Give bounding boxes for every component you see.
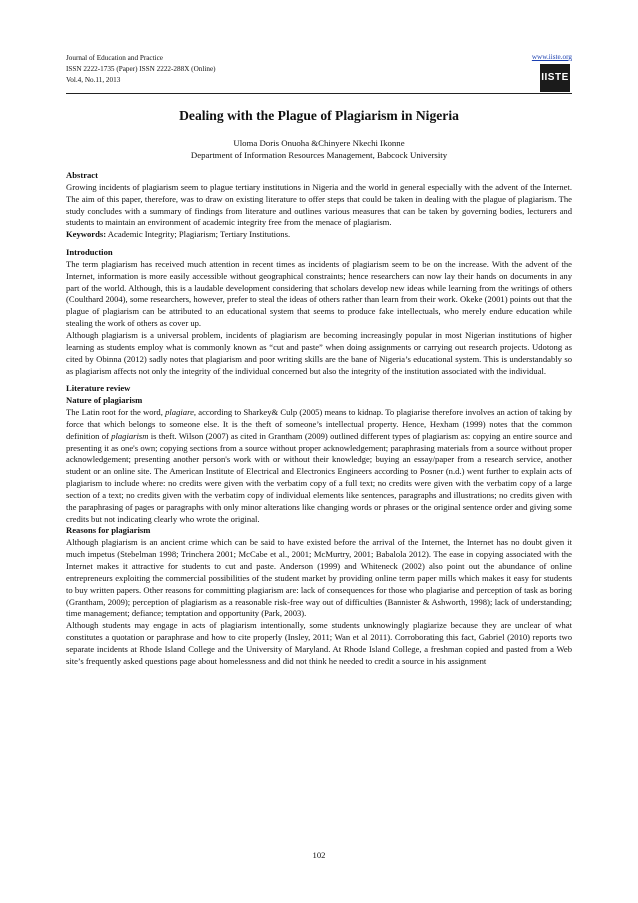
introduction-heading: Introduction — [66, 247, 113, 258]
nature-paragraph: The Latin root for the word, plagiare, according to Sharkey& Culp (2005) means to kidnap. To plagiarise therefore involves an action of taking by force that which belongs to someone else. It is the theft of someone’s intellectual property. Hence, Hexham (1999) notes that the common definition of plagiarism is theft. Wilson (2007) as cited in Grantham (2009) outlined different types of plagiarism as: copying an entire source and presenting it as one's own; copying sections from a source without proper acknowledgement; paraphrasing materials from a source without proper acknowledgement; presenting another person's work with or without their knowledge; buying an essay/paper from a research service, another student or an online site. The American Institute of Electrical and Electronics Engineers according to Posner (n.d.) went further to explain acts of plagiarism to include where: no credits were given with the verbatim copy of a full text; no credits were given with the verbatim copy of a large section of a text; no credits given with the verbatim copy of individual elements like sentences, paragraphs and illustrations; no credits given with the paraphrasing of pages or paragraphs with only minor alterations like changing words or phrases or the original sentence order and giving some credits but not indicating clearly who wrote the original. — [66, 407, 572, 524]
journal-header — [66, 53, 216, 85]
journal-volume: Vol.4, No.11, 2013 — [66, 75, 121, 84]
literature-review-heading: Literature review — [66, 383, 131, 394]
abstract-text: Growing incidents of plagiarism seem to plague tertiary institutions in Nigeria and the world in general especially with the advent of the Internet. The aim of this paper, therefore, was to draw on existing literature to offer steps that could be taken in dealing with the plague of plagiarism. The study concludes with a summary of findings from literature and outlines various measures that can be taken by governing bodies, lecturers and students to maintain an environment of academic integrity free from the menace of plagiarism. — [66, 181, 572, 228]
page-number: 102 — [312, 850, 326, 860]
author-affiliation: Department of Information Resources Management, Babcock University — [190, 150, 448, 160]
keywords-line — [66, 229, 572, 241]
reasons-paragraph-1: Although plagiarism is an ancient crime which can be said to have existed before the arrival of the Internet, the Internet has no doubt given it much impetus (Stebelman 1998; Trinchera 2001; McCabe et al., 2001; McMurtry, 2001; Babalola 2012). The ease in copying associated with the Internet makes it attractive for students to cut and paste. Anderson (1999) and Whiteneck (2002) also point out the abundance of online entrepreneurs exploiting the commercial possibilities of the student market by providing online term paper mills which makes it easy for students to buy written papers. Other reasons for committing plagiarism are: lack of consequences for those who plagiarise and perception of task as boring (Grantham, 2009); perception of plagiarism as a reasonable risk-free way out of difficulties (Bannister & Ashworth, 1998); lack of understanding; time management; defiance; temptation and opportunity (Park, 2003). — [66, 537, 572, 619]
author-block — [66, 137, 572, 161]
iiste-logo: IISTE — [540, 64, 570, 92]
keywords-label: Keywords: — [66, 229, 107, 240]
keywords-text: Academic Integrity; Plagiarism; Tertiary Institutions. — [107, 229, 291, 240]
author-names: Uloma Doris Onuoha &Chinyere Nkechi Ikonne — [233, 138, 405, 148]
reasons-for-plagiarism-heading: Reasons for plagiarism — [66, 525, 151, 536]
journal-name: Journal of Education and Practice — [66, 54, 163, 62]
header-rule — [66, 93, 572, 94]
paper-body — [66, 170, 572, 668]
journal-website-link[interactable]: www.iiste.org — [531, 53, 572, 61]
introduction-paragraph-2: Although plagiarism is a universal problem, incidents of plagiarism are becoming increasingly popular in most Nigerian institutions of higher learning as students employ what is commonly known as “cut and paste” when doing assignments or carrying out research projects. Udotong as cited by Obinna (2012) sadly notes that plagiarism and poor writing skills are the bane of Nigeria’s educational system. This is understandably so as plagiarism affects not only the integrity of the individual concerned but also the integrity of the institution associated with the individual. — [66, 329, 572, 376]
introduction-paragraph-1: The term plagiarism has received much attention in recent times as incidents of plagiarism seem to be on the increase. With the advent of the Internet, information is more easily accessible without geographical constraints; hence researchers can now lay their hands on documents in any part of the world. Although, this is a laudable development considering that scholars develop new ideas while learning from the writings of others (Coulthard 2004), some researchers, however, prefer to steal the ideas of others rather than learn from their work. Okeke (2001) points out that the plague of plagiarism can be attributed to an educational system that seems to produce fake intellectuals, who merely endure education while stealing the work of others as cover up. — [66, 258, 572, 329]
abstract-heading: Abstract — [66, 170, 98, 180]
nature-of-plagiarism-heading: Nature of plagiarism — [66, 395, 143, 406]
reasons-paragraph-2: Although students may engage in acts of plagiarism intentionally, some students unknowingly plagiarize because they are unclear of what constitutes a quotation or paraphrase and how to cite properly (Insley, 2011; Wan et al 2011). Corroborating this fact, Gabriel (2010) reports two separate incidents at Rhode Island College and the University of Maryland. At Rhode Island College, a freshman copied and pasted from a Web site’s frequently asked questions page about homelessness and did not think he needed to credit a source in his assignment — [66, 620, 572, 666]
paper-title: Dealing with the Plague of Plagiarism in Nigeria — [179, 108, 459, 123]
journal-issn: ISSN 2222-1735 (Paper) ISSN 2222-288X (Online) — [66, 64, 216, 73]
